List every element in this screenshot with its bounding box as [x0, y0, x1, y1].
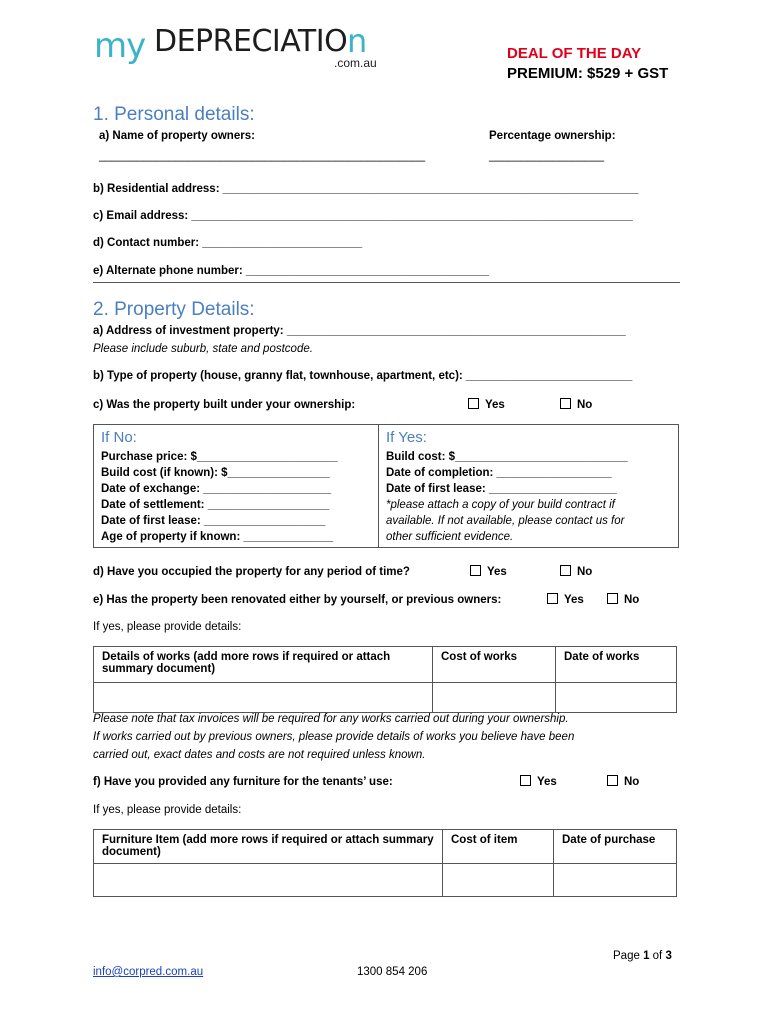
renovated-no-checkbox[interactable]: [607, 593, 639, 606]
footer-email-link[interactable]: [93, 966, 203, 978]
occupied-question: d) Have you occupied the property for any period of time?: [93, 566, 410, 578]
works-details-cell[interactable]: [94, 683, 433, 713]
date-of-exchange-field[interactable]: Date of exchange: ____________________: [101, 483, 332, 495]
renovated-yes-checkbox[interactable]: [547, 593, 584, 606]
table-row: [94, 864, 677, 897]
works-details-prompt: If yes, please provide details:: [93, 621, 242, 633]
date-of-completion-field[interactable]: Date of completion: __________________: [386, 467, 612, 479]
works-cost-cell[interactable]: [433, 683, 556, 713]
checkbox-icon: [560, 398, 571, 409]
no-label: No: [624, 594, 640, 606]
checkbox-icon: [520, 775, 531, 786]
residential-address-field[interactable]: b) Residential address: _________________________________________________________________: [93, 183, 639, 195]
alternate-phone-field[interactable]: e) Alternate phone number: ______________________________________: [93, 265, 489, 277]
logo: [94, 20, 394, 82]
furniture-no-checkbox[interactable]: [607, 775, 639, 788]
checkbox-icon: [468, 398, 479, 409]
property-type-field[interactable]: b) Type of property (house, granny flat, townhouse, apartment, etc): __________________________: [93, 370, 633, 382]
works-header-cost: Cost of works: [433, 647, 556, 683]
build-cost-known-field[interactable]: Build cost (if known): $________________: [101, 467, 330, 479]
address-note: Please include suburb, state and postcode.: [93, 343, 313, 355]
built-under-ownership-question: c) Was the property built under your ownership:: [93, 399, 356, 411]
pct-label: Percentage ownership:: [489, 130, 616, 142]
yes-label: Yes: [537, 776, 557, 788]
checkbox-icon: [560, 565, 571, 576]
deal-price: PREMIUM: $529 + GST: [507, 65, 669, 82]
owners-field[interactable]: ___________________________________________________: [99, 150, 426, 162]
age-of-property-field[interactable]: Age of property if known: ______________: [101, 531, 334, 543]
furniture-cost-cell[interactable]: [443, 864, 554, 897]
logo-n: n: [347, 22, 368, 60]
checkbox-icon: [607, 775, 618, 786]
yes-label: Yes: [487, 566, 507, 578]
investment-address-field[interactable]: a) Address of investment property: _____________________________________________________: [93, 325, 626, 337]
furniture-yes-checkbox[interactable]: [520, 775, 557, 788]
checkbox-icon: [547, 593, 558, 604]
if-no-if-yes-box: [93, 424, 679, 548]
logo-depreciation: DEPRECIATIO: [154, 24, 348, 59]
logo-my: my: [94, 26, 146, 66]
build-cost-field[interactable]: Build cost: $___________________________: [386, 451, 628, 463]
date-of-settlement-field[interactable]: Date of settlement: ___________________: [101, 499, 330, 511]
date-first-lease-yes-field[interactable]: Date of first lease: ____________________: [386, 483, 617, 495]
logo-domain: .com.au: [334, 56, 377, 70]
email-field[interactable]: c) Email address: _____________________________________________________________________: [93, 210, 633, 222]
table-row: [94, 683, 677, 713]
furniture-header-cost: Cost of item: [443, 830, 554, 864]
pct-field[interactable]: __________________: [489, 150, 605, 162]
furniture-item-cell[interactable]: [94, 864, 443, 897]
table-row: [94, 647, 677, 683]
build-contract-note-3: other sufficient evidence.: [386, 531, 514, 543]
furniture-details-prompt: If yes, please provide details:: [93, 804, 242, 816]
works-header-details: Details of works (add more rows if required or attach summary document): [94, 647, 433, 683]
owners-label: a) Name of property owners:: [99, 130, 255, 142]
build-contract-note-1: *please attach a copy of your build contract if: [386, 499, 615, 511]
yes-label: Yes: [564, 594, 584, 606]
works-note-2: If works carried out by previous owners, please provide details of works you believe have been: [93, 731, 575, 743]
date-first-lease-no-field[interactable]: Date of first lease: ___________________: [101, 515, 326, 527]
built-no-checkbox[interactable]: [560, 398, 592, 411]
works-header-date: Date of works: [556, 647, 677, 683]
build-contract-note-2: available. If not available, please contact us for: [386, 515, 625, 527]
page-number: Page 1 of 3: [613, 950, 672, 962]
no-label: No: [577, 566, 593, 578]
works-note-1: Please note that tax invoices will be required for any works carried out during your ownership.: [93, 713, 569, 725]
section-divider: [93, 282, 680, 283]
no-label: No: [577, 399, 593, 411]
furniture-table: [93, 829, 677, 897]
works-date-cell[interactable]: [556, 683, 677, 713]
works-table: [93, 646, 677, 713]
checkbox-icon: [607, 593, 618, 604]
occupied-yes-checkbox[interactable]: [470, 565, 507, 578]
section-personal-title: 1. Personal details:: [93, 104, 255, 125]
furniture-date-cell[interactable]: [554, 864, 677, 897]
renovated-question: e) Has the property been renovated either by yourself, or previous owners:: [93, 594, 502, 606]
furniture-question: f) Have you provided any furniture for the tenants’ use:: [93, 776, 393, 788]
furniture-header-date: Date of purchase: [554, 830, 677, 864]
purchase-price-field[interactable]: Purchase price: $______________________: [101, 451, 338, 463]
table-row: [94, 830, 677, 864]
email-link[interactable]: info@corpred.com.au: [93, 966, 204, 978]
footer-phone: 1300 854 206: [357, 966, 428, 978]
if-no-title: If No:: [101, 429, 137, 446]
deal-title: DEAL OF THE DAY: [507, 45, 642, 62]
occupied-no-checkbox[interactable]: [560, 565, 592, 578]
section-property-title: 2. Property Details:: [93, 299, 255, 320]
built-yes-checkbox[interactable]: [468, 398, 505, 411]
contact-number-field[interactable]: d) Contact number: _________________________: [93, 237, 363, 249]
furniture-header-item: Furniture Item (add more rows if required or attach summary document): [94, 830, 443, 864]
checkbox-icon: [470, 565, 481, 576]
if-yes-title: If Yes:: [386, 429, 427, 446]
no-label: No: [624, 776, 640, 788]
works-note-3: carried out, exact dates and costs are not required unless known.: [93, 749, 426, 761]
yes-label: Yes: [485, 399, 505, 411]
